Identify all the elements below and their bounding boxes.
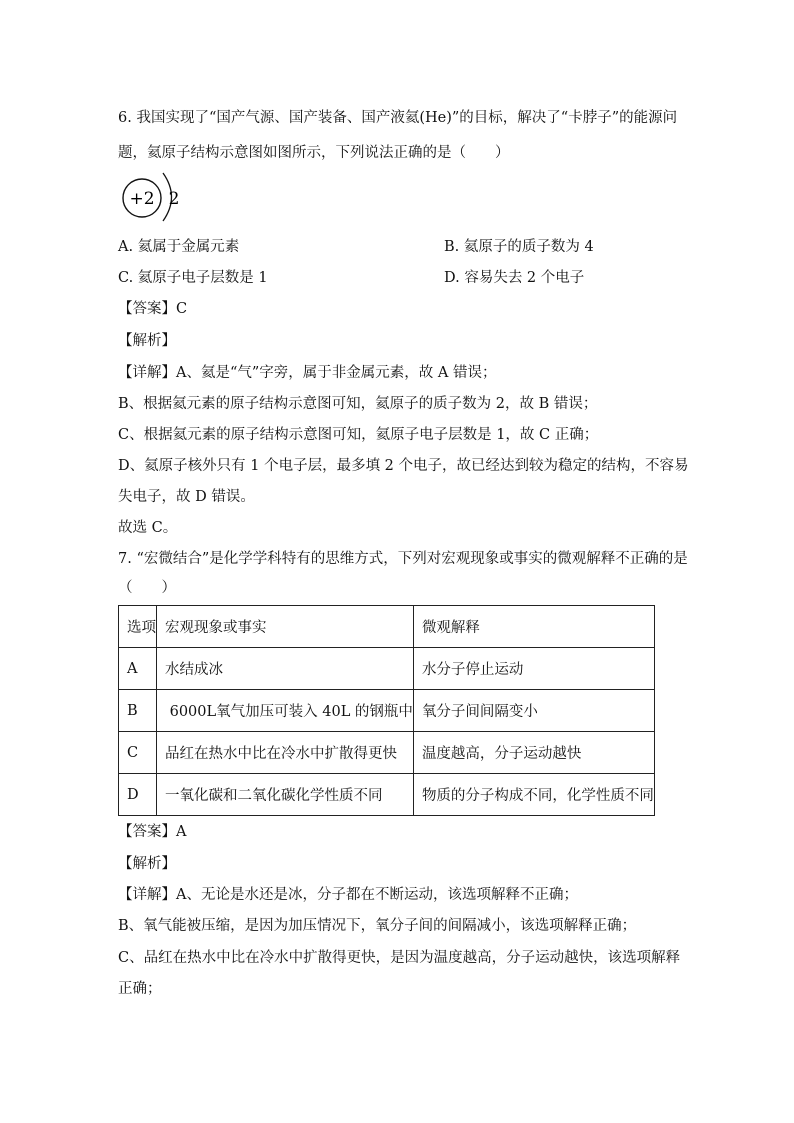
- shell-electron-count: 2: [168, 189, 180, 209]
- q7-detail-line: 【详解】A、无论是水还是冰，分子都在不断运动，该选项解释不正确；: [118, 887, 578, 903]
- q6-detail-line: 【详解】A、氦是“气”字旁，属于非金属元素，故 A 错误；: [118, 365, 497, 381]
- table-cell-phenomenon: 一氧化碳和二氧化碳化学性质不同: [157, 774, 414, 816]
- q6-detail-line: B、根据氦元素的原子结构示意图可知，氦原子的质子数为 2，故 B 错误；: [118, 396, 598, 412]
- q6-option-c: C. 氦原子电子层数是 1: [118, 270, 268, 286]
- q7-comparison-table: [118, 605, 655, 816]
- q6-stem-line2: 题，氦原子结构示意图如图所示，下列说法正确的是（ ）: [118, 145, 510, 161]
- q7-stem-line2: （ ）: [118, 580, 176, 596]
- q6-detail-line: 失电子，故 D 错误。: [118, 489, 255, 505]
- q6-detail-line: C、根据氦元素的原子结构示意图可知，氦原子电子层数是 1，故 C 正确；: [118, 427, 599, 443]
- table-row: [119, 648, 655, 690]
- table-header-cell: 微观解释: [413, 606, 654, 648]
- table-row: [119, 732, 655, 774]
- table-cell-option: B: [119, 690, 157, 732]
- table-cell-explanation: 温度越高，分子运动越快: [413, 732, 654, 774]
- table-cell-option: C: [119, 732, 157, 774]
- table-cell-explanation: 水分子停止运动: [413, 648, 654, 690]
- q6-answer: 【答案】C: [118, 301, 188, 317]
- q6-stem-line1: 6. 我国实现了“国产气源、国产装备、国产液氦(He)”的目标，解决了“卡脖子”的能源问: [118, 110, 678, 126]
- q7-detail-line: C、品红在热水中比在冷水中扩散得更快，是因为温度越高，分子运动越快，该选项解释: [118, 950, 681, 966]
- table-row: [119, 690, 655, 732]
- table-cell-option: D: [119, 774, 157, 816]
- q6-conclusion: 故选 C。: [118, 520, 178, 536]
- nucleus-charge: +2: [129, 189, 155, 209]
- table-cell-phenomenon: 6000L氧气加压可装入 40L 的钢瓶中: [157, 690, 414, 732]
- q7-stem-line1: 7. “宏微结合”是化学学科特有的思维方式，下列对宏观现象或事实的微观解释不正确的是: [118, 551, 688, 567]
- table-header-cell: 选项: [119, 606, 157, 648]
- q6-detail-line: D、氦原子核外只有 1 个电子层，最多填 2 个电子，故已经达到较为稳定的结构，不容易: [118, 458, 689, 474]
- table-cell-explanation: 物质的分子构成不同，化学性质不同: [413, 774, 654, 816]
- q7-detail-line: 正确；: [118, 981, 162, 997]
- table-header-cell: 宏观现象或事实: [157, 606, 414, 648]
- helium-atom-structure-diagram: [118, 168, 198, 226]
- q7-detail-line: B、氧气能被压缩，是因为加压情况下，氧分子间的间隔减小，该选项解释正确；: [118, 918, 637, 934]
- q6-analysis-heading: 【解析】: [118, 333, 176, 349]
- q6-option-b: B. 氦原子的质子数为 4: [444, 239, 594, 255]
- q7-analysis-heading: 【解析】: [118, 856, 176, 872]
- table-cell-option: A: [119, 648, 157, 690]
- table-cell-phenomenon: 品红在热水中比在冷水中扩散得更快: [157, 732, 414, 774]
- q6-option-d: D. 容易失去 2 个电子: [444, 270, 585, 286]
- table-cell-phenomenon: 水结成冰: [157, 648, 414, 690]
- table-row: [119, 774, 655, 816]
- q6-option-a: A. 氦属于金属元素: [118, 239, 240, 255]
- table-cell-explanation: 氧分子间间隔变小: [413, 690, 654, 732]
- table-header-row: [119, 606, 655, 648]
- atom-diagram-svg: [118, 168, 198, 226]
- q7-answer: 【答案】A: [118, 824, 187, 840]
